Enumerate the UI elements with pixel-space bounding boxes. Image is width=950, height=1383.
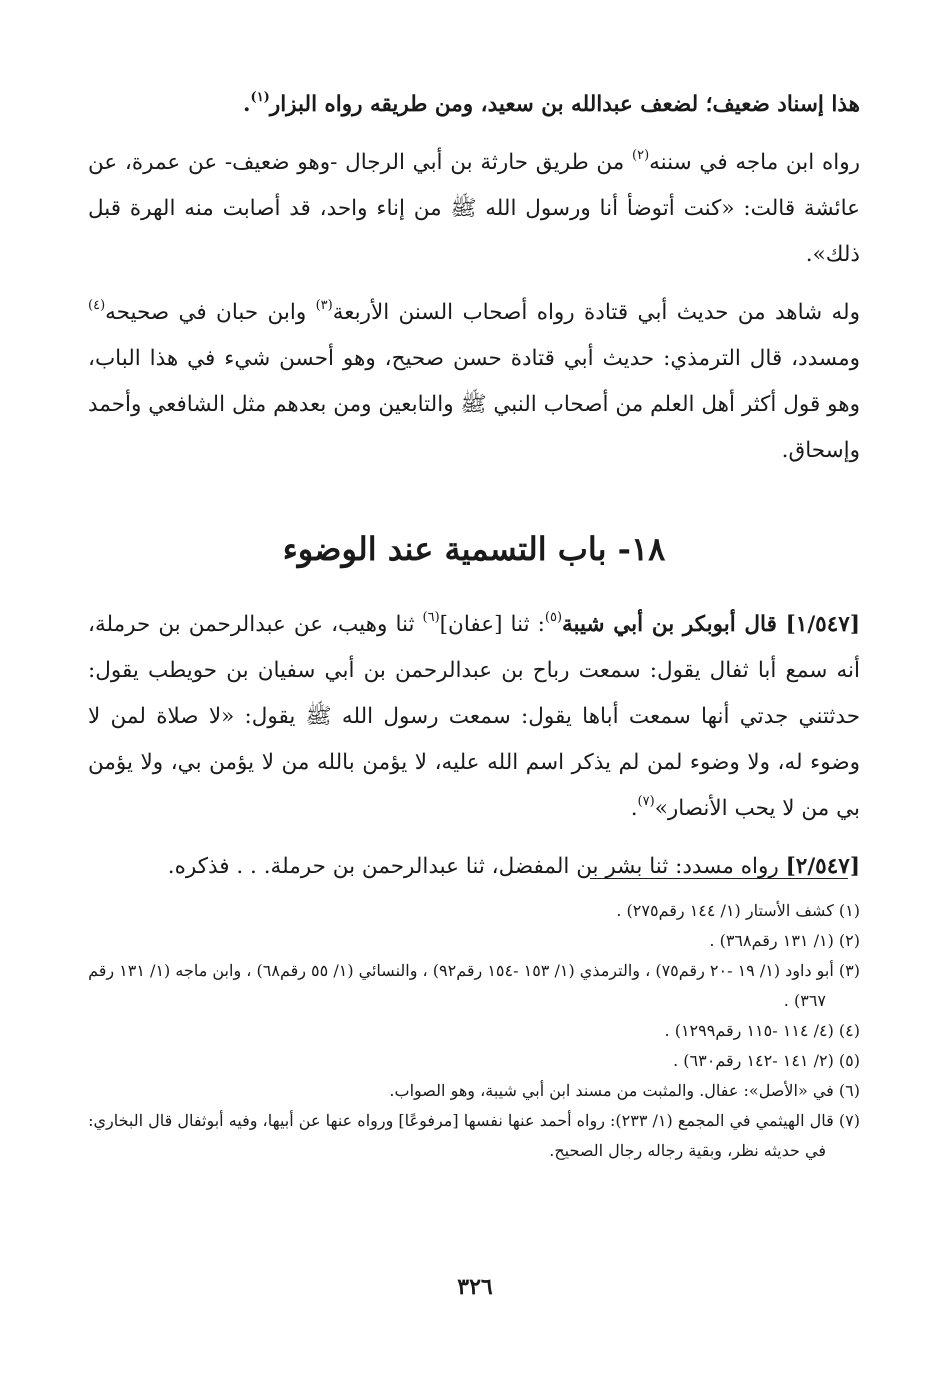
footnote-mark-2[interactable]: (٢) [632, 147, 650, 163]
page-number: ٣٢٦ [457, 1274, 493, 1300]
footnote-mark-4[interactable]: (٤) [88, 297, 106, 313]
footnote-mark-3[interactable]: (٣) [315, 297, 333, 313]
footnote-3: (٣) أبو داود (١/ ١٩ -٢٠ رقم٧٥) ، والترمذي (١/ ١٥٣ -١٥٤ رقم٩٢) ، والنسائي (١/ ٥٥ رقم٦٨) ، وابن ماجه (١/ ١٣١ رقم ٣٦٧) . [88, 961, 860, 1010]
footnotes [88, 896, 860, 1166]
hadith-2: [٢/٥٤٧] رواه مسدد: ثنا بشر بن المفضل، ثنا عبدالرحمن بن حرملة. . . فذكره. [167, 854, 860, 879]
footnote-2: (٢) (١/ ١٣١ رقم٣٦٨) . [709, 931, 860, 950]
paragraph-2: رواه ابن ماجه في سننه$^{(٢)}$ من طريق حارثة بن أبي الرجال -وهو ضعيف- عن عمرة، عن عائشة قالت: «كنت أتوضأ أنا ورسول الله ﷺ من إناء واحد، قد أصابت منه الهرة قبل ذلك». [88, 147, 860, 267]
footnote-mark-1[interactable]: (١) [250, 89, 270, 105]
hadith-1: [١/٥٤٧] قال أبوبكر بن أبي شيبة$^{(٥)}$: ثنا [عفان]$^{(٦)}$ ثنا وهيب، عن عبدالرحمن بن حرملة، أنه سمع أبا ثفال يقول: سمعت رباح بن عبدالرحمن بن أبي سفيان بن حويطب يقول: حدثتني جدتي أنها سمعت أباها يقول: سمعت رسول الله ﷺ يقول: «لا صلاة لمن لا وضوء له، ولا وضوء لمن لم يذكر اسم الله عليه، لا يؤمن بالله من لا يؤمن بي، ولا يؤمن بي من لا يحب الأنصار»$^{(٧)}$. [88, 609, 860, 821]
footnote-separator [590, 878, 848, 879]
footnote-4: (٤) (٤/ ١١٤ -١١٥ رقم١٢٩٩) . [664, 1021, 860, 1040]
footnote-5: (٥) (٢/ ١٤١ -١٤٢ رقم٦٣٠) . [673, 1051, 860, 1070]
chapter-heading: ١٨- باب التسمية عند الوضوء [282, 530, 666, 568]
hadith-2-ref: [٢/٥٤٧] [785, 854, 860, 879]
footnote-mark-6[interactable]: (٦) [422, 609, 440, 625]
footnote-mark-5[interactable]: (٥) [544, 609, 563, 625]
paragraph-3: وله شاهد من حديث أبي قتادة رواه أصحاب السنن الأربعة$^{(٣)}$ وابن حبان في صحيحه$^{(٤)}$ ومسدد، قال الترمذي: حديث أبي قتادة حسن صحيح، وهو أحسن شيء في هذا الباب، وهو قول أكثر أهل العلم من أصحاب النبي ﷺ والتابعين ومن بعدهم مثل الشافعي وأحمد وإسحاق. [88, 297, 860, 463]
footnote-6: (٦) في «الأصل»: عفال. والمثبت من مسند ابن أبي شيبة، وهو الصواب. [389, 1081, 860, 1100]
page-body [88, 82, 860, 902]
footnote-7: (٧) قال الهيثمي في المجمع (١/ ٢٣٣): رواه أحمد عنها نفسها [مرفوعًا] ورواه عنها عن أبيها، وفيه أبوثفال قال البخاري: في حديثه نظر، وبقية رجاله رجال الصحيح. [88, 1111, 860, 1160]
footnote-1: (١) كشف الأستار (١/ ١٤٤ رقم٢٧٥) . [616, 901, 860, 920]
paragraph-1: هذا إسناد ضعيف؛ لضعف عبدالله بن سعيد، ومن طريقه رواه البزار$^{(١)}$. [243, 89, 860, 117]
hadith-1-ref: [١/٥٤٧] [785, 612, 860, 637]
footnote-mark-7[interactable]: (٧) [637, 793, 655, 809]
